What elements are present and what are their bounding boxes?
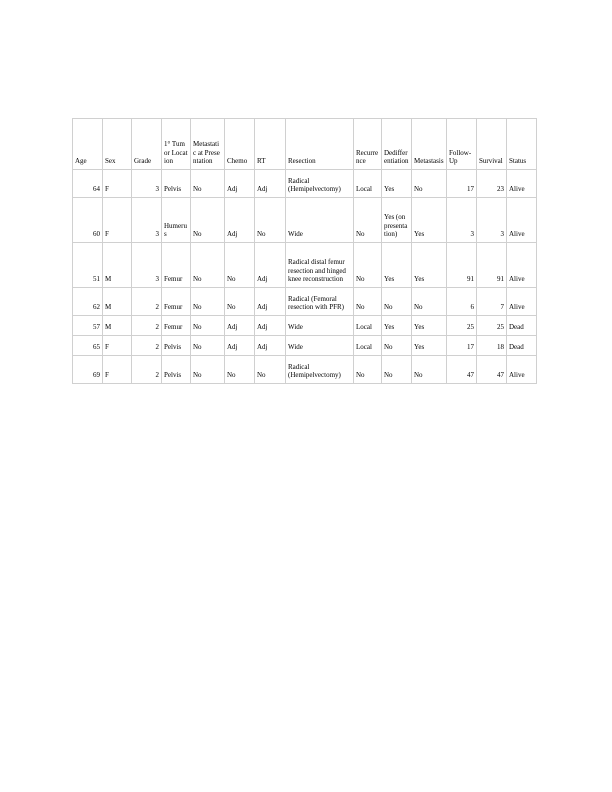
cell-chemo: No bbox=[225, 243, 255, 288]
cell-recurrence: No bbox=[354, 356, 382, 384]
cell-status: Alive bbox=[507, 356, 537, 384]
cell-followup: 25 bbox=[447, 316, 477, 336]
header-row bbox=[73, 119, 537, 170]
cell-metastatic: No bbox=[191, 336, 225, 356]
cell-grade: 2 bbox=[132, 336, 162, 356]
cell-resection: Radical distal femur resection and hinged knee reconstruction bbox=[286, 243, 354, 288]
cell-age: 57 bbox=[73, 316, 103, 336]
cell-status: Alive bbox=[507, 198, 537, 243]
header-age: Age bbox=[73, 119, 103, 170]
header-resection: Resection bbox=[286, 119, 354, 170]
cell-resection: Wide bbox=[286, 316, 354, 336]
cell-location: Humerus bbox=[162, 198, 191, 243]
table-row bbox=[73, 243, 537, 288]
header-location: 1° Tumor Location bbox=[162, 119, 191, 170]
cell-dediff: No bbox=[382, 288, 412, 316]
header-sex: Sex bbox=[103, 119, 132, 170]
cell-recurrence: No bbox=[354, 198, 382, 243]
cell-resection: Wide bbox=[286, 198, 354, 243]
cell-dediff: Yes bbox=[382, 170, 412, 198]
cell-resection: Radical (Hemipelvectomy) bbox=[286, 356, 354, 384]
cell-location: Femur bbox=[162, 316, 191, 336]
cell-status: Alive bbox=[507, 243, 537, 288]
cell-rt: No bbox=[255, 198, 286, 243]
cell-rt: No bbox=[255, 356, 286, 384]
cell-dediff: No bbox=[382, 336, 412, 356]
cell-sex: F bbox=[103, 336, 132, 356]
cell-dediff: No bbox=[382, 356, 412, 384]
cell-metastatic: No bbox=[191, 170, 225, 198]
table-row bbox=[73, 198, 537, 243]
cell-sex: F bbox=[103, 198, 132, 243]
header-grade: Grade bbox=[132, 119, 162, 170]
table-row bbox=[73, 288, 537, 316]
cell-metastatic: No bbox=[191, 316, 225, 336]
cell-chemo: Adj bbox=[225, 316, 255, 336]
cell-location: Pelvis bbox=[162, 356, 191, 384]
cell-survival: 25 bbox=[477, 316, 507, 336]
cell-survival: 23 bbox=[477, 170, 507, 198]
cell-metastatic: No bbox=[191, 356, 225, 384]
patient-table bbox=[72, 118, 537, 384]
cell-survival: 7 bbox=[477, 288, 507, 316]
cell-resection: Wide bbox=[286, 336, 354, 356]
cell-age: 62 bbox=[73, 288, 103, 316]
cell-recurrence: Local bbox=[354, 316, 382, 336]
header-chemo: Chemo bbox=[225, 119, 255, 170]
cell-age: 60 bbox=[73, 198, 103, 243]
header-status: Status bbox=[507, 119, 537, 170]
cell-status: Alive bbox=[507, 288, 537, 316]
cell-rt: Adj bbox=[255, 243, 286, 288]
cell-chemo: No bbox=[225, 288, 255, 316]
cell-location: Pelvis bbox=[162, 336, 191, 356]
cell-chemo: Adj bbox=[225, 336, 255, 356]
cell-location: Femur bbox=[162, 288, 191, 316]
header-followup: Follow-Up bbox=[447, 119, 477, 170]
cell-resection: Radical (Hemipelvectomy) bbox=[286, 170, 354, 198]
cell-metastasis: No bbox=[412, 288, 447, 316]
header-metastasis: Metastasis bbox=[412, 119, 447, 170]
cell-metastasis: Yes bbox=[412, 243, 447, 288]
cell-status: Alive bbox=[507, 170, 537, 198]
cell-followup: 17 bbox=[447, 170, 477, 198]
header-recurrence: Recurrence bbox=[354, 119, 382, 170]
cell-rt: Adj bbox=[255, 288, 286, 316]
cell-metastasis: No bbox=[412, 356, 447, 384]
cell-chemo: Adj bbox=[225, 170, 255, 198]
cell-grade: 2 bbox=[132, 316, 162, 336]
cell-status: Dead bbox=[507, 316, 537, 336]
cell-sex: F bbox=[103, 170, 132, 198]
cell-resection: Radical (Femoral resection with PFR) bbox=[286, 288, 354, 316]
cell-dediff: Yes bbox=[382, 243, 412, 288]
cell-grade: 3 bbox=[132, 198, 162, 243]
cell-rt: Adj bbox=[255, 170, 286, 198]
cell-grade: 3 bbox=[132, 243, 162, 288]
table-row bbox=[73, 356, 537, 384]
cell-recurrence: No bbox=[354, 243, 382, 288]
header-rt: RT bbox=[255, 119, 286, 170]
cell-grade: 3 bbox=[132, 170, 162, 198]
cell-dediff: Yes (on presentation) bbox=[382, 198, 412, 243]
cell-grade: 2 bbox=[132, 288, 162, 316]
cell-age: 51 bbox=[73, 243, 103, 288]
cell-recurrence: No bbox=[354, 288, 382, 316]
cell-age: 65 bbox=[73, 336, 103, 356]
cell-recurrence: Local bbox=[354, 336, 382, 356]
table-row bbox=[73, 170, 537, 198]
cell-survival: 18 bbox=[477, 336, 507, 356]
cell-metastatic: No bbox=[191, 288, 225, 316]
header-metastatic: Metastatic at Presentation bbox=[191, 119, 225, 170]
header-dediff: Dedifferentiation bbox=[382, 119, 412, 170]
cell-recurrence: Local bbox=[354, 170, 382, 198]
cell-followup: 6 bbox=[447, 288, 477, 316]
cell-sex: M bbox=[103, 316, 132, 336]
cell-metastasis: Yes bbox=[412, 198, 447, 243]
cell-chemo: Adj bbox=[225, 198, 255, 243]
cell-chemo: No bbox=[225, 356, 255, 384]
header-survival: Survival bbox=[477, 119, 507, 170]
cell-metastatic: No bbox=[191, 198, 225, 243]
table-row bbox=[73, 316, 537, 336]
cell-followup: 17 bbox=[447, 336, 477, 356]
cell-metastatic: No bbox=[191, 243, 225, 288]
cell-metastasis: Yes bbox=[412, 316, 447, 336]
table-row bbox=[73, 336, 537, 356]
cell-age: 69 bbox=[73, 356, 103, 384]
cell-metastasis: No bbox=[412, 170, 447, 198]
cell-sex: M bbox=[103, 243, 132, 288]
cell-followup: 3 bbox=[447, 198, 477, 243]
cell-metastasis: Yes bbox=[412, 336, 447, 356]
cell-location: Femur bbox=[162, 243, 191, 288]
cell-sex: M bbox=[103, 288, 132, 316]
cell-location: Pelvis bbox=[162, 170, 191, 198]
cell-survival: 47 bbox=[477, 356, 507, 384]
cell-dediff: Yes bbox=[382, 316, 412, 336]
cell-followup: 47 bbox=[447, 356, 477, 384]
cell-survival: 3 bbox=[477, 198, 507, 243]
cell-survival: 91 bbox=[477, 243, 507, 288]
cell-rt: Adj bbox=[255, 316, 286, 336]
cell-sex: F bbox=[103, 356, 132, 384]
cell-followup: 91 bbox=[447, 243, 477, 288]
cell-age: 64 bbox=[73, 170, 103, 198]
cell-status: Dead bbox=[507, 336, 537, 356]
cell-rt: Adj bbox=[255, 336, 286, 356]
cell-grade: 2 bbox=[132, 356, 162, 384]
